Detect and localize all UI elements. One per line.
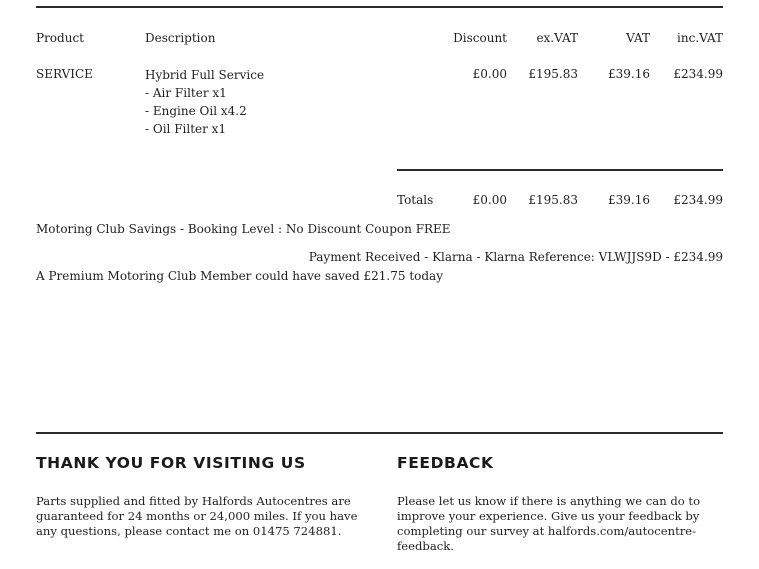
row-product: SERVICE — [36, 67, 93, 81]
totals-label: Totals — [397, 193, 434, 207]
savings-note: Motoring Club Savings - Booking Level : No Discount Coupon FREE — [36, 222, 451, 236]
description-line: - Engine Oil x4.2 — [145, 104, 247, 118]
totals-divider — [397, 169, 723, 171]
feedback-heading: FEEDBACK — [397, 454, 494, 472]
totals-discount: £0.00 — [472, 193, 507, 207]
totals-ex-vat: £195.83 — [528, 193, 578, 207]
row-description — [145, 66, 264, 138]
thanks-heading: THANK YOU FOR VISITING US — [36, 454, 306, 472]
description-line: Hybrid Full Service — [145, 68, 265, 82]
feedback-text: Please let us know if there is anything we can do to improve your experience. Give us your feedback by completing our survey at halfords.com/autocentre-feedback. — [397, 494, 701, 553]
row-vat: £39.16 — [608, 67, 650, 81]
header-inc-vat: inc.VAT — [677, 31, 723, 45]
header-ex-vat: ex.VAT — [536, 31, 578, 45]
payment-note: Payment Received - Klarna - Klarna Reference: VLWJJS9D - £234.99 — [308, 250, 723, 264]
row-inc-vat: £234.99 — [673, 67, 723, 81]
thanks-text: Parts supplied and fitted by Halfords Autocentres are guaranteed for 24 months or 24,000 miles. If you have any questions, please contact me on 01475 724881. — [36, 494, 358, 538]
description-line: - Oil Filter x1 — [145, 122, 227, 136]
row-discount: £0.00 — [472, 67, 507, 81]
totals-vat: £39.16 — [608, 193, 650, 207]
premium-note: A Premium Motoring Club Member could have saved £21.75 today — [36, 269, 443, 283]
footer-divider — [36, 432, 723, 434]
top-divider — [36, 6, 723, 8]
header-discount: Discount — [453, 31, 507, 45]
description-line: - Air Filter x1 — [145, 86, 227, 100]
row-ex-vat: £195.83 — [528, 67, 578, 81]
header-description: Description — [145, 31, 216, 45]
header-product: Product — [36, 31, 84, 45]
header-vat: VAT — [626, 31, 650, 45]
totals-inc-vat: £234.99 — [673, 193, 723, 207]
